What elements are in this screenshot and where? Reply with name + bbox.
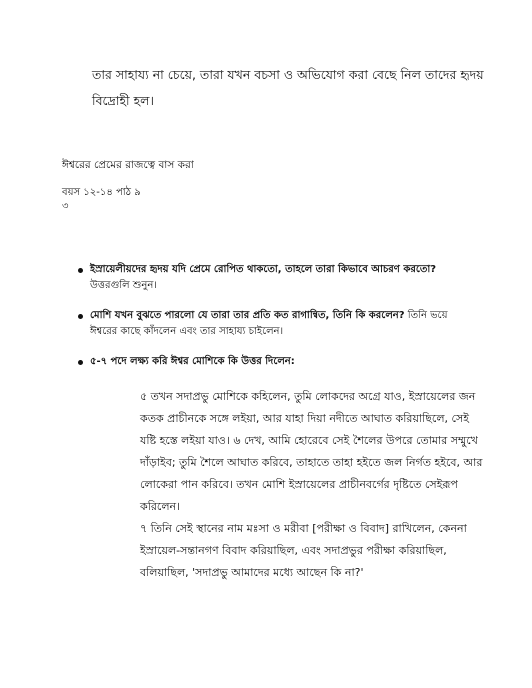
intro-paragraph xyxy=(92,62,512,114)
list-item xyxy=(62,308,462,340)
question-text: ইস্রায়েলীয়দের হৃদয় যদি প্রেমে রোপিত থাকতো, তাহলে তারা কিভাবে আচরণ করতো? xyxy=(90,264,437,275)
page-number: ৩ xyxy=(62,201,69,212)
scripture-passage xyxy=(140,386,485,584)
answer-text: তিনি ভয়ে ঈশ্বরের কাছে কাঁদলেন এবং তার সাহায্য চাইলেন। xyxy=(90,310,448,337)
answer-text: উত্তরগুলি শুনুন। xyxy=(90,280,157,291)
age-lesson-label: বয়স ১২-১৪ পাঠ ৯ xyxy=(62,187,141,198)
intro-line-2: বিদ্রোহী হল। xyxy=(92,93,154,108)
bullet-icon xyxy=(78,360,83,365)
section-title: ঈশ্বরের প্রেমের রাজত্বে বাস করা xyxy=(62,159,194,171)
verse-5-6: ৫ তখন সদাপ্রভু মোশিকে কহিলেন, তুমি লোকদের অগ্রে যাও, ইস্রায়েলের জন কতক প্রাচীনকে সঙ্গে লইয়া, আর যাহা দিয়া নদীতে আঘাত করিয়াছিলে, সেই যষ্টি হস্তে লইয়া যাও। ৬ দেখ, আমি হোরেবে সেই শৈলের উপরে তোমার সম্মুখে দাঁড়াইব; তুমি শৈলে আঘাত করিবে, তাহাতে তাহা হইতে জল নির্গত হইবে, আর লোকেরা পান করিবে। তখন মোশি ইস্রায়েলের প্রাচীনবর্গের দৃষ্টিতে সেইরূপ করিলেন। xyxy=(140,390,483,513)
list-item xyxy=(62,262,462,294)
intro-line-1: তার সাহায্য না চেয়ে, তারা যখন বচসা ও অভিযোগ করা বেছে নিল তাদের হৃদয় xyxy=(92,67,484,82)
question-text: মোশি যখন বুঝতে পারলো যে তারা তার প্রতি কত রাগান্বিত, তিনি কি করলেন? xyxy=(90,310,405,321)
bullet-icon xyxy=(78,314,83,319)
list-item xyxy=(62,354,462,370)
question-list xyxy=(62,262,462,384)
lesson-meta xyxy=(62,186,141,214)
bullet-icon xyxy=(78,268,83,273)
verse-7: ৭ তিনি সেই স্থানের নাম মঃসা ও মরীবা [পরীক্ষা ও বিবাদ] রাখিলেন, কেননা ইস্রায়েল-সন্তানগণ বিবাদ করিয়াছিল, এবং সদাপ্রভুর পরীক্ষা করিয়াছিল, বলিয়াছিল, 'সদাপ্রভু আমাদের মধ্যে আছেন কি না?' xyxy=(140,522,467,579)
question-text: ৫-৭ পদে লক্ষ্য করি ঈশ্বর মোশিকে কি উত্তর দিলেন: xyxy=(90,356,295,367)
